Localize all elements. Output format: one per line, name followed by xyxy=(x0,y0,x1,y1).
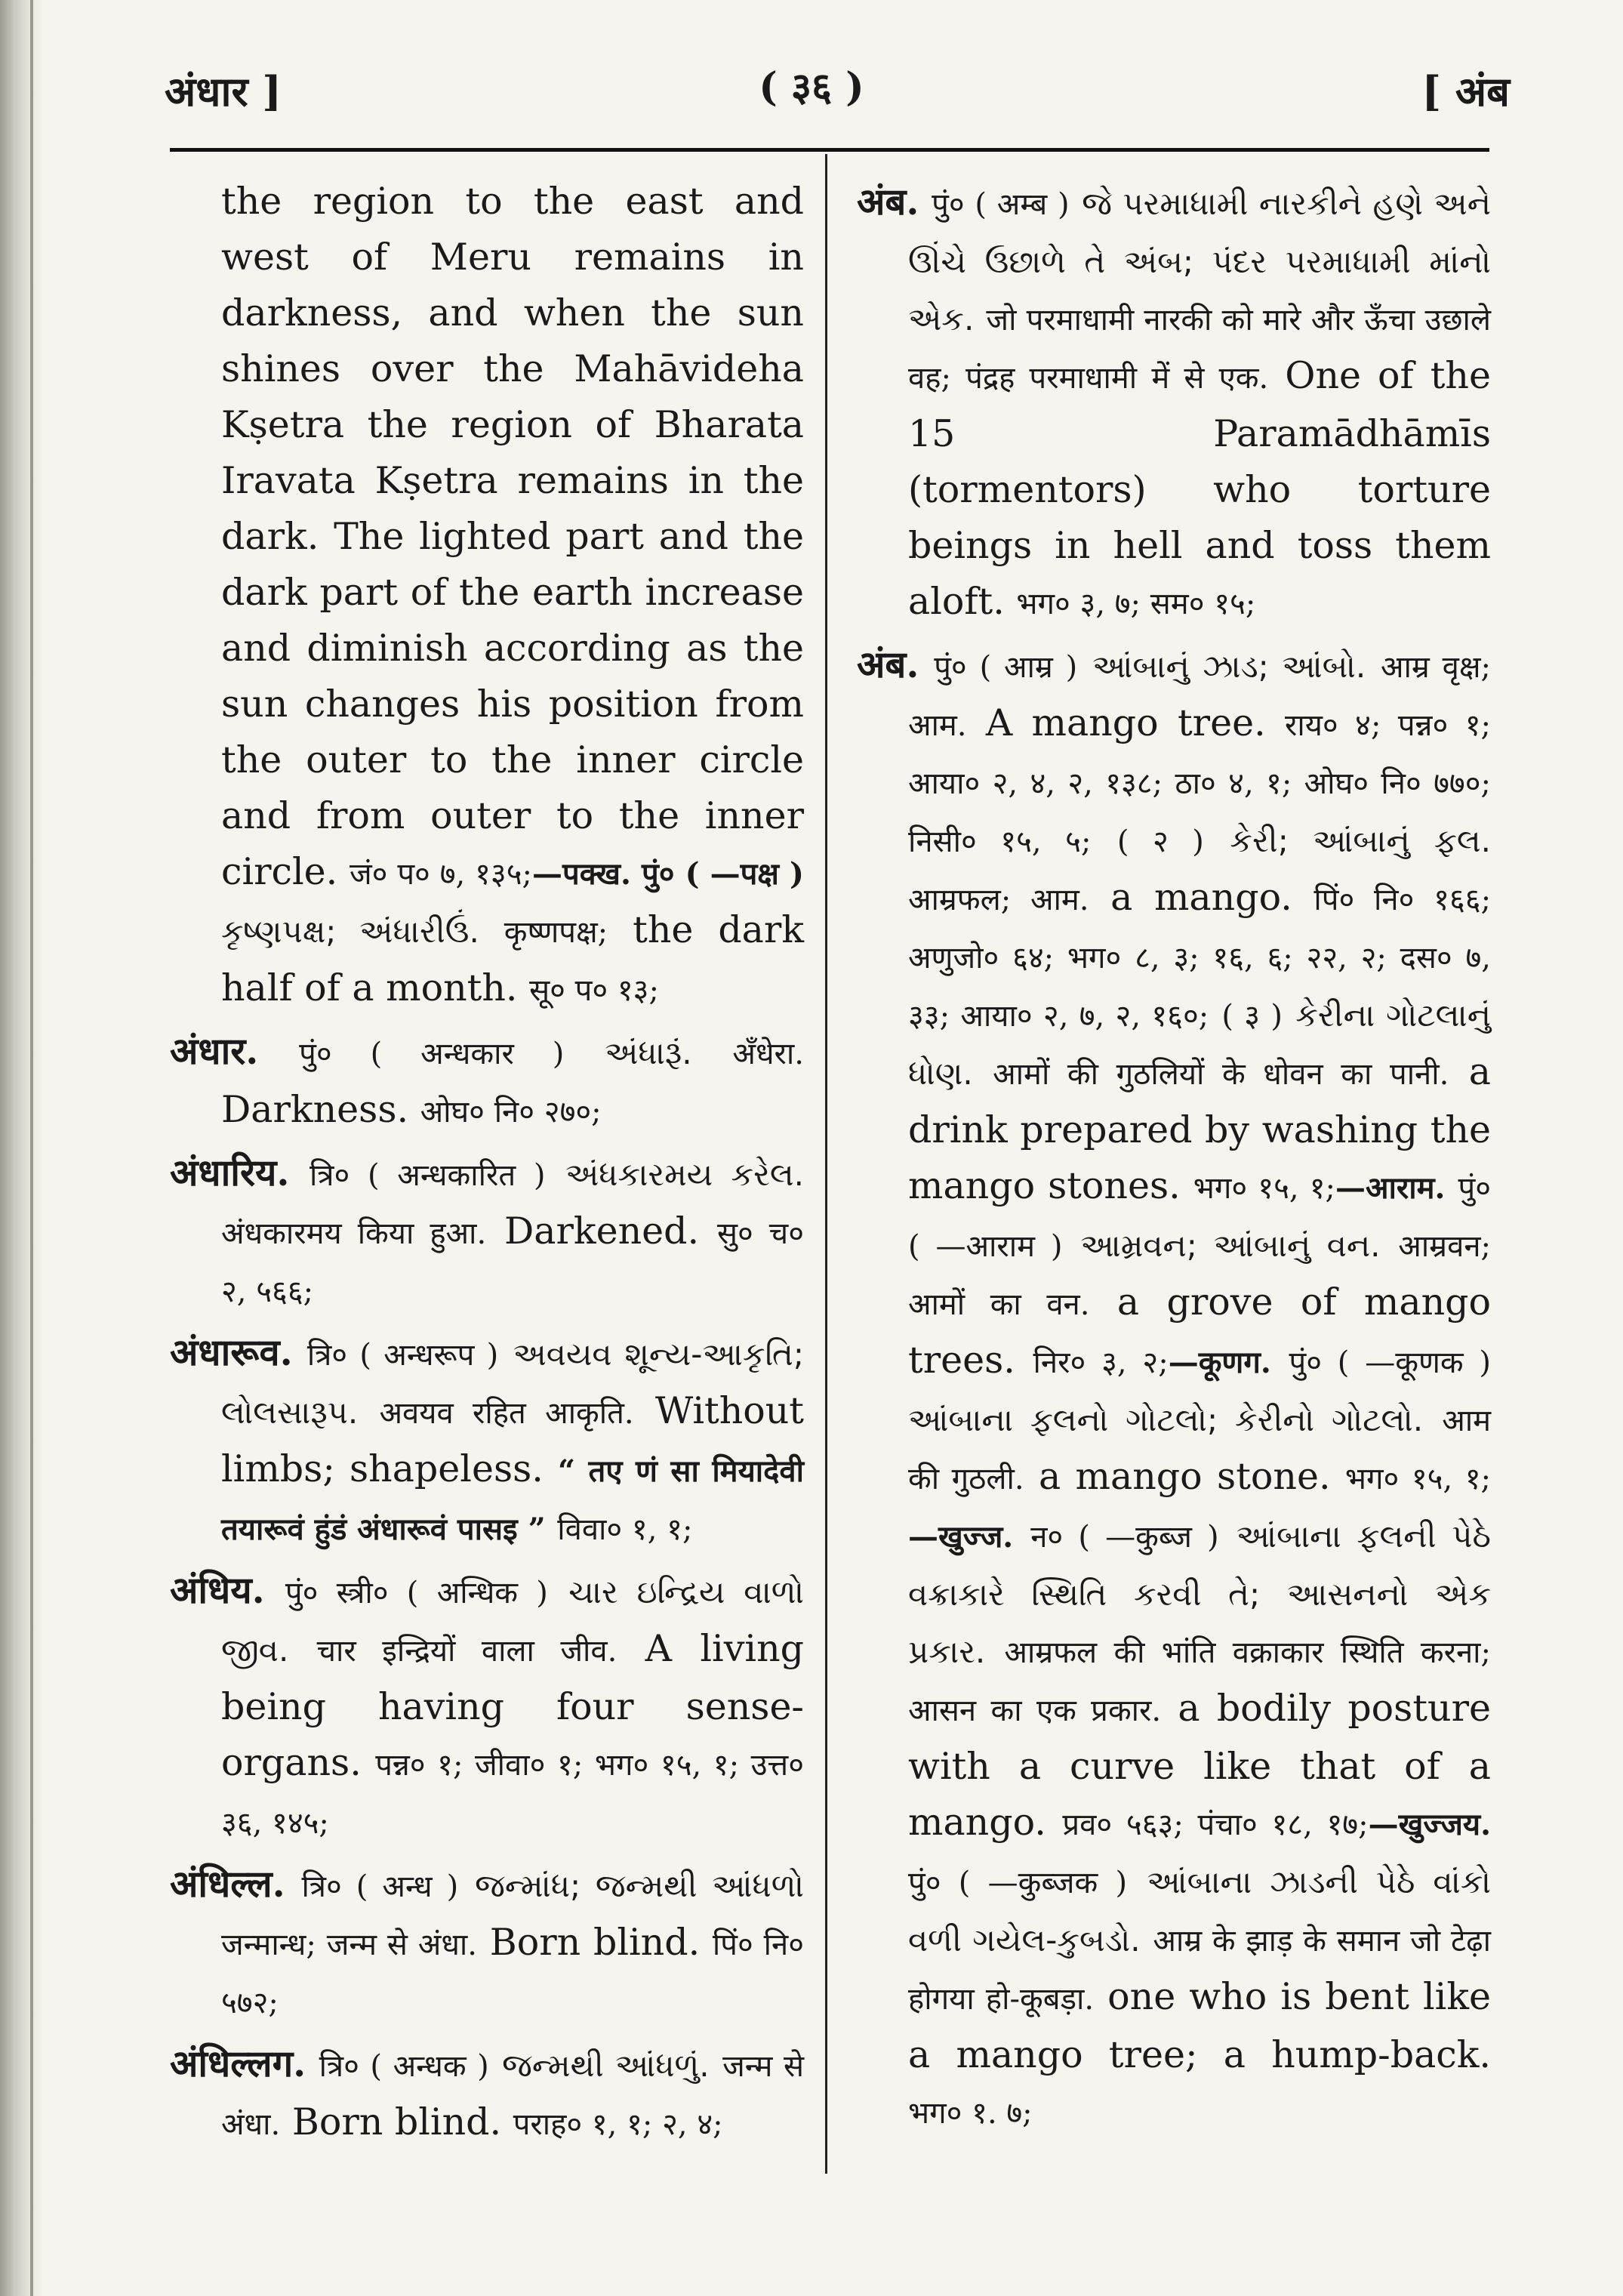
gujarati-meaning: આંબાના ફલની પેઠે વક્રાકારે સ્થિતિ કરવી તે; આસનનો એક પ્રકાર. xyxy=(908,1518,1492,1670)
english-meaning: A living being having four sense-organs. xyxy=(221,1627,804,1784)
english-meaning: Without limbs; shapeless. xyxy=(221,1389,805,1490)
sub-entry-head: —पक्ख. पुं० ( —पक्ष ) xyxy=(531,856,804,892)
reference: पिं० नि० १६६; अणुजो० ६४; भग० ८, ३; १६, ६; २२, २; दस० ७, ३३; आया० २, ७, २, १६०; xyxy=(908,883,1492,1034)
hindi-meaning: आम्रफल की भांति वक्राकार स्थिति करना; आसन का एक प्रकार. xyxy=(908,1635,1491,1728)
gujarati-meaning: અંધકારમય કરેલ. xyxy=(565,1156,804,1193)
english-meaning: a drink prepared by washing the mango stones. xyxy=(908,1050,1492,1207)
headword: अंब. xyxy=(857,180,919,223)
headword: अंब. xyxy=(857,643,919,686)
dictionary-entry xyxy=(857,174,1491,632)
hindi-meaning: अवयव रहित आकृति. xyxy=(379,1396,634,1431)
english-meaning: One of the 15 Paramādhāmīs (tormentors) who torture beings in hell and toss them aloft. xyxy=(908,354,1491,623)
right-column xyxy=(857,174,1491,2146)
gujarati-meaning: અંધારૂં. xyxy=(605,1034,692,1071)
headword: अंधारूव. xyxy=(170,1330,293,1374)
page-number: ( ३६ ) xyxy=(759,64,864,110)
grammar: पुं० स्त्री० ( अन्धिक ) xyxy=(285,1576,548,1610)
english-meaning: Born blind. xyxy=(291,2100,502,2143)
gujarati-meaning: આંબાના ફલનો ગોટલો; કેરીનો ગોટલો. xyxy=(908,1401,1424,1438)
english-meaning: A mango tree. xyxy=(985,701,1266,744)
dictionary-entry xyxy=(170,2036,804,2153)
hindi-meaning: जो परमाधामी नारकी को मारे और ऊँचा उछाले वह; पंद्रह परमाधामी में से एक. xyxy=(908,303,1491,396)
hindi-meaning: आमों की गुठलियों के धोवन का पानी. xyxy=(993,1057,1449,1092)
gujarati-meaning: કેરીના ગોટલાનું ધોણ. xyxy=(908,997,1492,1092)
sub-headword: —आराम. xyxy=(1335,1170,1446,1206)
reference: सु० च० २, ५६६; xyxy=(221,1216,804,1309)
grammar: पुं० ( अम्ब ) xyxy=(932,187,1070,222)
binding-line xyxy=(30,0,33,2296)
reference: ओघ० नि० २७०; xyxy=(420,1095,602,1130)
header-first-word: अंधार ] xyxy=(165,67,282,116)
book-binding-edge xyxy=(0,0,44,2296)
dictionary-entry xyxy=(170,1324,804,1558)
dictionary-entry xyxy=(857,636,1491,2141)
sense-number: ( २ ) xyxy=(1116,824,1204,859)
continued-ref: जं० प० ७, १३५; xyxy=(349,857,532,892)
gujarati-meaning: ચાર ઇન્દ્રિય વાળો જીવ. xyxy=(221,1573,804,1669)
english-meaning: a mango. xyxy=(1110,876,1292,919)
hindi-meaning: आम्रवन; आमों का वन. xyxy=(908,1229,1491,1322)
hindi-meaning: आम्र के झाड़ के समान जो टेढ़ा होगया हो-कूबड़ा. xyxy=(908,1924,1491,2017)
english-meaning: Born blind. xyxy=(489,1921,701,1964)
header-rule xyxy=(170,148,1489,152)
sub-headword: —कूणग. xyxy=(1168,1345,1271,1380)
hindi-meaning: चार इन्द्रियों वाला जीव. xyxy=(316,1634,617,1669)
dictionary-entry xyxy=(170,1145,804,1320)
page-header xyxy=(0,0,1623,151)
headword: अंधिल्लग. xyxy=(170,2042,306,2085)
headword: अंधिय. xyxy=(170,1568,265,1612)
headword: अंधारिय. xyxy=(170,1151,290,1194)
header-last-word: [ अंब xyxy=(1421,67,1510,116)
sub-entry-english: the dark half of a month. xyxy=(221,908,805,1009)
hindi-meaning: आम की गुठली. xyxy=(908,1404,1491,1496)
sub-headword: —खुज्जय. xyxy=(1368,1807,1491,1842)
hindi-meaning: जन्मान्ध; जन्म से अंधा. xyxy=(221,1928,478,1962)
grammar: त्रि० ( अन्धकारित ) xyxy=(310,1158,546,1193)
reference: भग० ३, ७; सम० १५; xyxy=(1016,587,1256,621)
gujarati-meaning: આંબાના ઝાડની પેઠે વાંકો વળી ગયેલ-કુબડો. xyxy=(908,1863,1491,1959)
sense-number: ( ३ ) xyxy=(1221,999,1283,1034)
gujarati-meaning: જન્માંધ; જન્મથી આંધળો xyxy=(475,1867,805,1904)
dictionary-entry xyxy=(170,1562,804,1851)
headword: अंधिल्ल. xyxy=(170,1862,285,1906)
hindi-meaning: अँधेरा. xyxy=(732,1037,804,1071)
gujarati-meaning: જે પરમાધામી નારકીને હણે અને ઊંચે ઉછાળે તે અંબ; પંદર પરમાધામી માંનો એક. xyxy=(908,185,1491,337)
dictionary-entry xyxy=(170,1023,804,1140)
continued-text: the region to the east and west of Meru remains in darkness, and when the sun shines over the Mahāvideha Kṣetra the region of Bharata Iravata Kṣetra remains in the dark. The lighted part and the dark part of the earth increase and diminish according as the sun changes his position from the outer to the inner circle and from outer to the inner circle. xyxy=(221,180,804,893)
sub-entry-ref: सू० प० १३; xyxy=(529,973,659,1008)
grammar: त्रि० ( अन्ध ) xyxy=(301,1869,459,1904)
gujarati-meaning: આમ્રવન; આંબાનું વન. xyxy=(1080,1227,1381,1264)
gujarati-meaning: આંબાનું ઝાડ; આંબો. xyxy=(1092,648,1366,685)
reference: भग० १५, १; xyxy=(1193,1171,1336,1206)
reference: राय० ४; पन्न० १; आया० २, ४, २, १३८; ठा० ४, १; ओघ० नि० ७७०; निसी० १५, ५; xyxy=(908,708,1491,859)
grammar: पुं० ( अन्धकार ) xyxy=(299,1037,565,1071)
continued-entry xyxy=(170,174,804,1019)
english-meaning: a grove of mango trees. xyxy=(908,1281,1492,1382)
headword: अंधार. xyxy=(170,1029,259,1073)
reference: पराह० १, १; २, ४; xyxy=(513,2107,723,2142)
hindi-meaning: अंधकारमय किया हुआ. xyxy=(221,1216,487,1251)
sub-entry-gujarati: કૃષ્ણપક્ષ; અંધારીઉં. xyxy=(221,913,479,950)
hindi-meaning: आम्र वृक्ष; आम. xyxy=(908,650,1492,743)
reference: भग० १५, १; xyxy=(1344,1462,1491,1496)
hindi-meaning: जन्म से अंधा. xyxy=(221,2049,804,2142)
reference: भग० १. ७; xyxy=(908,2096,1033,2131)
hindi-meaning: आम्रफल; आम. xyxy=(908,883,1089,917)
grammar: पुं० ( —कुब्जक ) xyxy=(908,1866,1128,1900)
grammar: त्रि० ( अन्धरूप ) xyxy=(306,1338,499,1373)
english-meaning: a mango stone. xyxy=(1038,1455,1331,1498)
gujarati-meaning: અવયવ શૂન્ય-આકૃતિ; લોલસારૂપ. xyxy=(221,1336,805,1431)
grammar: न० ( —कुब्ज ) xyxy=(1030,1520,1219,1555)
grammar: त्रि० ( अन्धक ) xyxy=(319,2049,489,2084)
english-meaning: one who is bent like a mango tree; a hump-back. xyxy=(908,1975,1492,2076)
grammar: पुं० ( —आराम ) xyxy=(908,1171,1492,1264)
sub-entry-hindi: कृष्णपक्ष; xyxy=(504,915,608,950)
reference: पिं० नि० ५७२; xyxy=(221,1928,805,2020)
reference: पन्न० १; जीवा० १; भग० १५, १; उत्त० ३६, १४५; xyxy=(221,1748,805,1841)
sub-headword: —खुज्ज. xyxy=(908,1519,1014,1555)
gujarati-meaning: કેરી; આંબાનું ફલ. xyxy=(1230,822,1491,859)
english-meaning: a bodily posture with a curve like that of a mango. xyxy=(908,1687,1491,1844)
gujarati-meaning: જન્મથી આંધળું. xyxy=(502,2047,710,2084)
grammar: पुं० ( आम्र ) xyxy=(934,650,1078,685)
english-meaning: Darkness. xyxy=(221,1088,409,1131)
reference: विवा० १, १; xyxy=(557,1512,693,1547)
left-column xyxy=(170,174,804,2157)
english-meaning: Darkened. xyxy=(504,1210,700,1253)
reference: प्रव० ५६३; पंचा० १८, १७; xyxy=(1062,1808,1369,1842)
column-divider xyxy=(825,154,827,2174)
quotation: “ तए णं सा मियादेवी तयारूवं हुंडं अंधारूवं पासइ ” xyxy=(221,1453,804,1547)
reference: निर० ३, २; xyxy=(1033,1345,1169,1380)
dictionary-entry xyxy=(170,1856,804,2031)
grammar: पुं० ( —कूणक ) xyxy=(1289,1345,1492,1380)
